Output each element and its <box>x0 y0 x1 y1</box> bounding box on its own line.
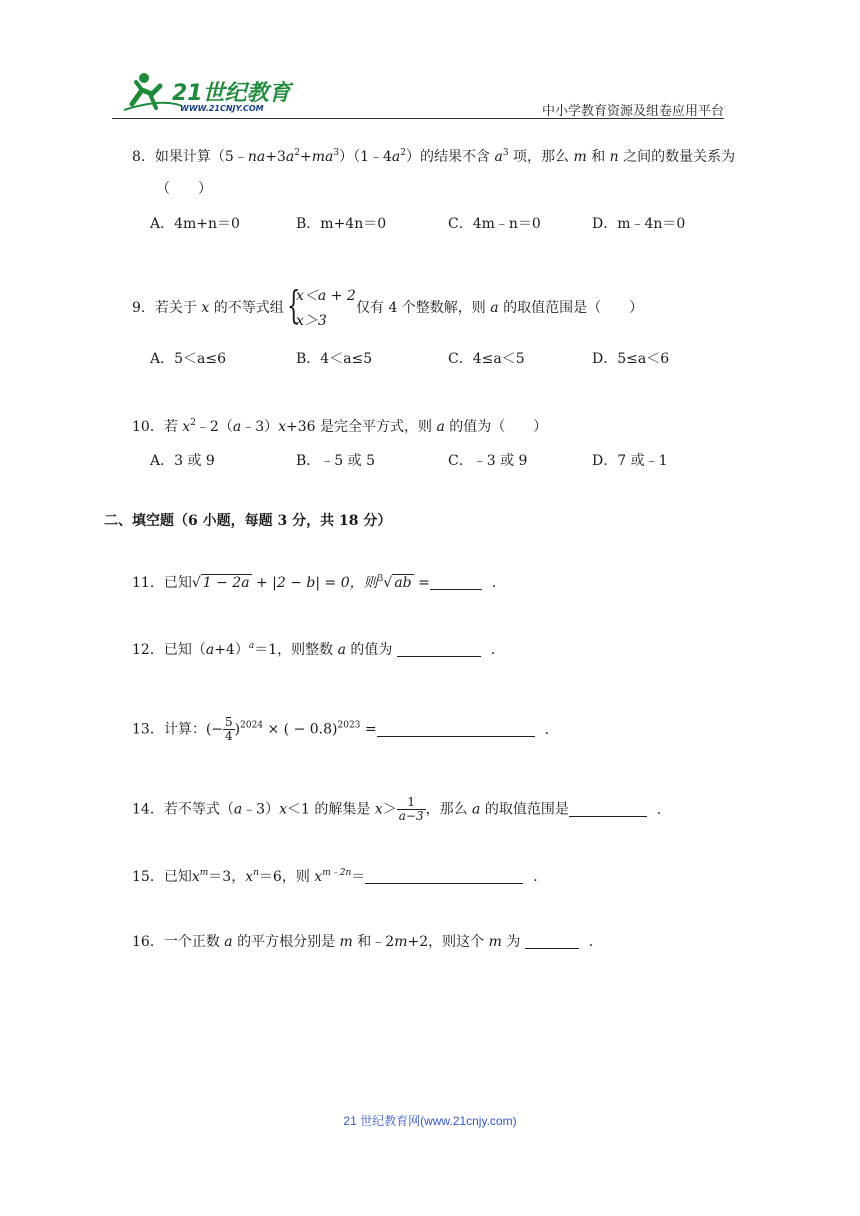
q13-answer-blank[interactable] <box>377 722 535 737</box>
q10-option-d[interactable]: D．7 或﹣1 <box>592 453 668 469</box>
q10-option-a[interactable]: A．3 或 9 <box>150 453 215 469</box>
system-brace: { <box>287 283 301 327</box>
q16-answer-blank[interactable] <box>525 934 579 949</box>
q10-option-b[interactable]: B．﹣5 或 5 <box>296 453 376 469</box>
q11-answer-blank[interactable] <box>430 575 482 590</box>
question-8-stem: 8．如果计算$(5﹣na+3a^2+ma^3)(1﹣4a^2)$的结果不含 $a^3$ 项，那么 m 和 n 之间的数量关系为 <box>132 148 736 165</box>
question-13: 13．计算：(− $\frac{5}{4}$ )$^{2024}$ × ( − 0.8)$^{2023}$ = ． <box>132 715 559 743</box>
question-16: 16．一个正数 a 的平方根分别是 m 和﹣2m+2，则这个 m 为 ． <box>132 934 603 950</box>
question-14: 14．若不等式（a﹣3）x＜1 的解集是 x＞ $\frac{1}{a-3}$ ，那么 a 的取值范围是 ． <box>132 795 671 823</box>
question-8-answer-paren: （ ） <box>156 181 212 197</box>
inequality-1: x＜a + 2 <box>296 288 356 304</box>
section-2-title: 二、填空题（6 小题，每题 3 分，共 18 分） <box>104 513 392 529</box>
q8-option-b[interactable]: B．m+4n＝0 <box>296 216 387 232</box>
question-11: 11．已知√ 1 − 2a + |2 − b| = 0，则$^3$√ ab = ． <box>132 574 506 591</box>
q9-option-d[interactable]: D．5≤a＜6 <box>592 351 670 367</box>
logo-text: 21世纪教育 <box>172 81 291 106</box>
question-15: 15．已知$x^m=3$，$x^n=6$，则 $x^{m﹣2n}=$ ． <box>132 868 548 885</box>
cbrt-icon: √ <box>383 575 393 591</box>
q9-option-b[interactable]: B．4＜a≤5 <box>296 351 373 367</box>
q9-option-a[interactable]: A．5＜a≤6 <box>150 351 227 367</box>
q8-option-a[interactable]: A．4m+n＝0 <box>150 216 240 232</box>
question-10-stem: 10．若 $x^2﹣2(a﹣3)x+36$ 是完全平方式，则 a 的值为（ ） <box>132 418 548 435</box>
site-logo <box>122 68 292 118</box>
q14-answer-blank[interactable] <box>569 802 647 817</box>
inequality-2: x＞3 <box>296 313 327 329</box>
q15-answer-blank[interactable] <box>365 869 523 884</box>
question-12: 12．已知$(a+4)^a=1$，则整数 a 的值为 ． <box>132 641 505 658</box>
q8-option-d[interactable]: D．m﹣4n＝0 <box>592 216 686 232</box>
platform-name: 中小学教育资源及组卷应用平台 <box>541 103 724 118</box>
logo-url: WWW.21CNJY.COM <box>180 104 264 113</box>
question-9-stem-b: 仅有 4 个整数解，则 a 的取值范围是（ ） <box>356 300 644 316</box>
q10-option-c[interactable]: C．﹣3 或 9 <box>448 453 528 469</box>
header-divider <box>112 118 724 119</box>
sqrt-icon: √ <box>191 575 201 591</box>
question-9-stem-a: 9．若关于 x 的不等式组 <box>132 300 284 316</box>
q12-answer-blank[interactable] <box>397 642 481 657</box>
q8-option-c[interactable]: C．4m﹣n＝0 <box>448 216 541 232</box>
footer-site-link[interactable]: 21 世纪教育网(www.21cnjy.com) <box>343 1114 517 1128</box>
q9-option-c[interactable]: C．4≤a＜5 <box>448 351 525 367</box>
